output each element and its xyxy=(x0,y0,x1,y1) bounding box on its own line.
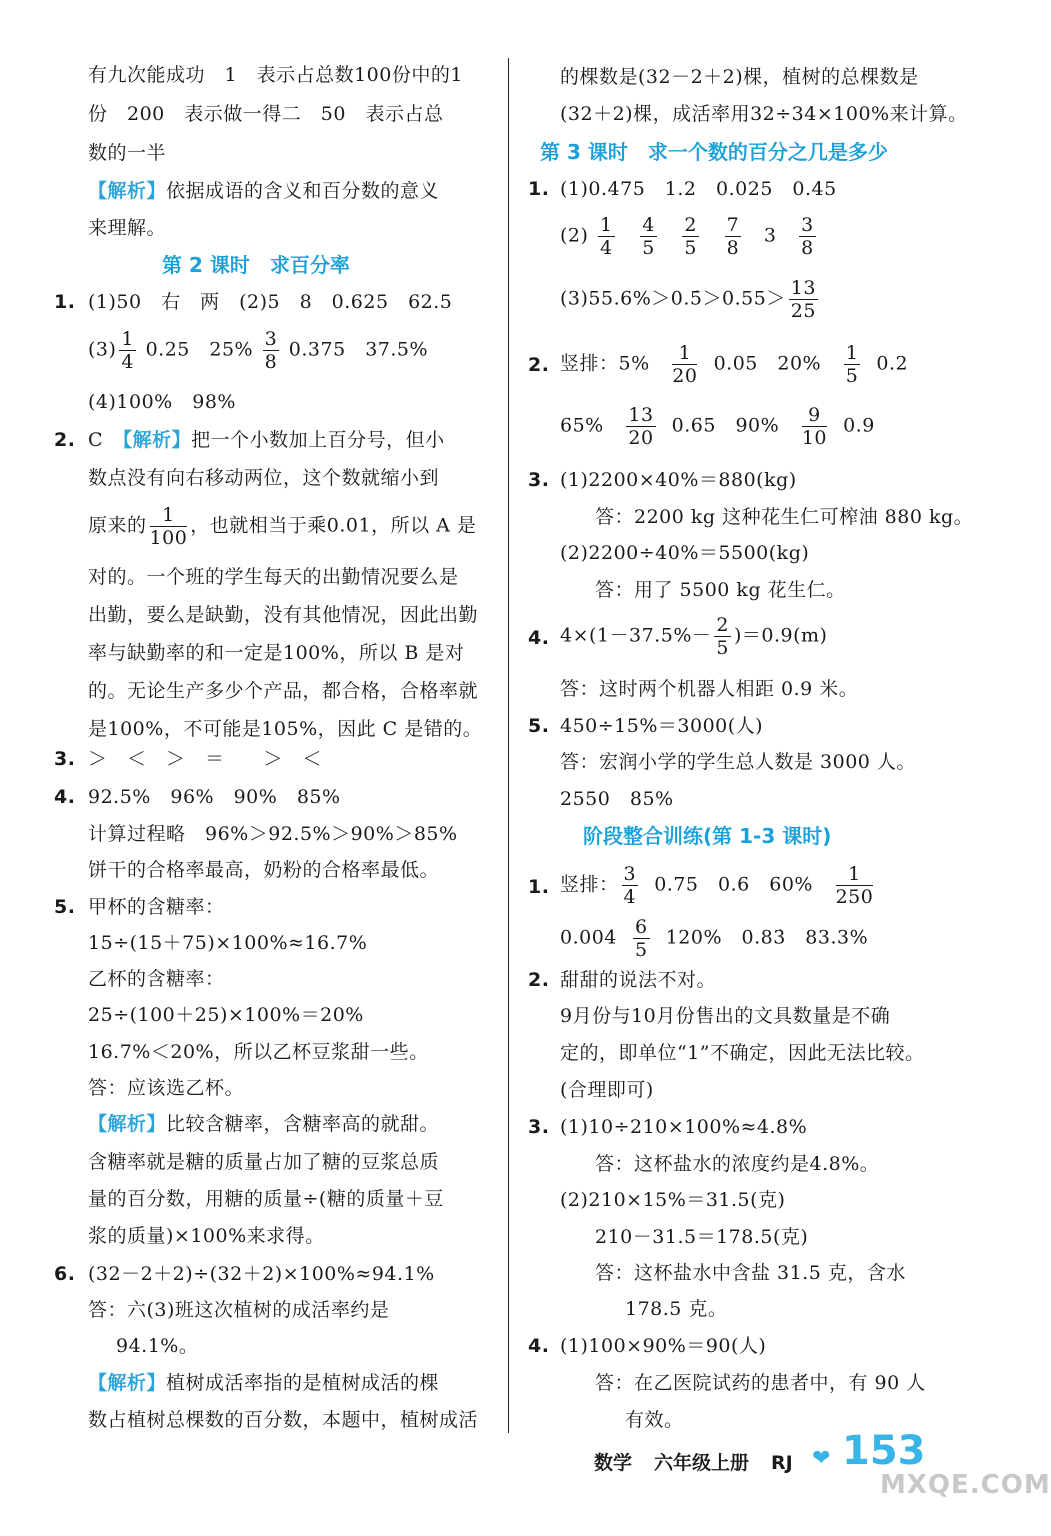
analysis-line: 【解析】比较含糖率，含糖率高的就甜。 xyxy=(88,1113,440,1135)
answer-line: (1)2200×40%＝880(kg) xyxy=(560,469,797,491)
answer-line: C 【解析】把一个小数加上百分号，但小 xyxy=(88,429,445,451)
answer-line: 0.004 $\frac{6}{5}$ 120% 0.83̇ 83.3% xyxy=(560,916,869,961)
text-line: 178.5 克。 xyxy=(625,1298,728,1320)
column-divider xyxy=(508,58,509,1433)
fraction: $\frac{3}{8}$ xyxy=(801,214,814,259)
question-number: 6. xyxy=(54,1263,76,1285)
page-footer xyxy=(594,1448,815,1475)
analysis-tag: 【解析】 xyxy=(122,429,192,451)
section-title: 阶段整合训练(第 1-3 课时) xyxy=(583,824,832,848)
answer-line: 92.5% 96% 90% 85% xyxy=(88,786,341,808)
fraction: $\frac{3}{4}$ xyxy=(623,863,637,908)
text-line: 量的百分数，用糖的质量÷(糖的质量＋豆 xyxy=(88,1188,444,1210)
text-line: 甜甜的说法不对。 xyxy=(560,969,717,991)
question-number: 2. xyxy=(54,429,76,451)
question-number: 4. xyxy=(54,786,76,808)
text-line: 浆的质量)×100%来求得。 xyxy=(88,1225,325,1247)
answer-line: (2)210×15%＝31.5(克) xyxy=(560,1189,786,1211)
text-line: 答：应该选乙杯。 xyxy=(88,1077,245,1099)
text-line: 来理解。 xyxy=(88,217,167,239)
text-line: 答：在乙医院试药的患者中，有 90 人 xyxy=(595,1372,926,1394)
answer-line: (32－2＋2)÷(32＋2)×100%≈94.1% xyxy=(88,1263,435,1285)
answer-line: (3)55.6%＞0.5̇＞0.55＞ $\frac{13}{25}$ xyxy=(560,277,816,322)
question-number: 1. xyxy=(54,291,76,313)
answer-line: (1)10÷210×100%≈4.8% xyxy=(560,1116,808,1138)
text-line: (32＋2)棵，成活率用32÷34×100%来计算。 xyxy=(560,103,968,125)
text-line: 有九次能成功 1 表示占总数100份中的1 xyxy=(88,64,463,86)
answer-line: (1)100×90%＝90(人) xyxy=(560,1335,767,1357)
answer-line: (4)100% 98% xyxy=(88,391,236,413)
fraction: $\frac{1}{4}$ xyxy=(599,214,613,259)
text-line: 出勤，要么是缺勤，没有其他情况，因此出勤 xyxy=(88,604,479,626)
answer-line: (2)2200÷40%＝5500(kg) xyxy=(560,542,810,564)
fraction: $\frac{9}{10}$ xyxy=(801,404,827,449)
answer-line: 竖排： $\frac{3}{4}$ 0.75 0.6 60% $\frac{1}{250}$ xyxy=(560,863,874,908)
text-line: 定的，即单位“1”不确定，因此无法比较。 xyxy=(560,1042,925,1064)
fraction: $\frac{13}{25}$ xyxy=(790,277,816,322)
text-line: 答：2200 kg 这种花生仁可榨油 880 kg。 xyxy=(595,506,974,528)
fraction: $\frac{1}{4}$ xyxy=(121,328,135,373)
text-line: 有效。 xyxy=(625,1409,684,1431)
text-line: 数点没有向右移动两位，这个数就缩小到 xyxy=(88,467,440,489)
answer-line: 4×(1－37.5%－ $\frac{2}{5}$ )＝0.9(m) xyxy=(560,614,828,659)
question-number: 2. xyxy=(528,354,550,376)
answer-line: (3) $\frac{1}{4}$ 0.25 25% $\frac{3}{8}$ 0.375 37.5% xyxy=(88,328,429,373)
section-title: 第 3 课时 求一个数的百分之几是多少 xyxy=(540,140,888,164)
fraction: $\frac{1}{5}$ xyxy=(845,342,859,387)
text-line: 乙杯的含糖率： xyxy=(88,968,225,990)
question-number: 3. xyxy=(54,748,76,770)
text-line: (合理即可) xyxy=(560,1079,654,1101)
text-line: 答：这时两个机器人相距 0.9 米。 xyxy=(560,678,859,700)
text-line: 饼干的合格率最高，奶粉的合格率最低。 xyxy=(88,859,440,881)
fraction: $\frac{13}{20}$ xyxy=(628,404,654,449)
fraction: $\frac{1}{250}$ xyxy=(835,863,874,908)
question-number: 5. xyxy=(528,715,550,737)
analysis-tag: 【解析】 xyxy=(88,180,167,202)
text-line: 是100%，不可能是105%，因此 C 是错的。 xyxy=(88,718,483,740)
fraction: $\frac{3}{8}$ xyxy=(264,328,278,373)
text-line: 答：六(3)班这次植树的成活率约是 xyxy=(88,1299,390,1321)
text-line: 9月份与10月份售出的文具数量是不确 xyxy=(560,1005,891,1027)
answer-line: (1)0.475 1.2 0.025 0.45 xyxy=(560,178,837,200)
text-line: 答：这杯盐水中含盐 31.5 克，含水 xyxy=(595,1262,906,1284)
analysis-tag: 【解析】 xyxy=(88,1113,167,1135)
answer-line: ＞ ＜ ＞ ＝ ＞ ＜ xyxy=(88,748,323,770)
footer-grade: 六年级上册 xyxy=(654,1452,750,1474)
question-number: 1. xyxy=(528,178,550,200)
fraction: $\frac{1}{100}$ xyxy=(149,504,188,549)
text-line: 210－31.5＝178.5(克) xyxy=(595,1226,809,1248)
text-line: 含糖率就是糖的质量占加了糖的豆浆总质 xyxy=(88,1151,440,1173)
question-number: 5. xyxy=(54,896,76,918)
fraction: $\frac{7}{8}$ xyxy=(726,214,740,259)
heart-icon: ❤ xyxy=(812,1446,831,1471)
question-number: 4. xyxy=(528,1335,550,1357)
question-number: 2. xyxy=(528,969,550,991)
text-line: 的。无论生产多少个产品，都合格，合格率就 xyxy=(88,680,479,702)
watermark: MXQE.COM xyxy=(880,1470,1051,1500)
analysis-line: 【解析】植树成活率指的是植树成活的棵 xyxy=(88,1372,440,1394)
answer-line: (1)50 右 两 (2)5 8 0.625 62.5 xyxy=(88,291,453,313)
text-line: 答：用了 5500 kg 花生仁。 xyxy=(595,579,846,601)
answer-line: 竖排：5% $\frac{1}{20}$ 0.05 20% $\frac{1}{5}$ 0.2 xyxy=(560,342,909,387)
fraction: $\frac{1}{20}$ xyxy=(672,342,698,387)
text-line: 数占植树总棵数的百分数，本题中，植树成活 xyxy=(88,1409,479,1431)
text-line: 甲杯的含糖率： xyxy=(88,896,225,918)
analysis-tag: 【解析】 xyxy=(88,1372,167,1394)
text-line: 94.1%。 xyxy=(116,1335,199,1357)
text-line: 数的一半 xyxy=(88,142,167,164)
text-line: 答：这杯盐水的浓度约是4.8%。 xyxy=(595,1153,880,1175)
fraction: $\frac{4}{5}$ xyxy=(642,214,655,259)
text-line: 计算过程略 96%＞92.5%＞90%＞85% xyxy=(88,823,458,845)
answer-line: 450÷15%＝3000(人) xyxy=(560,715,764,737)
fraction: $\frac{6}{5}$ xyxy=(635,916,648,961)
text-line: 2550 85% xyxy=(560,788,674,810)
footer-subject: 数学 xyxy=(594,1452,633,1474)
text-line: 15÷(15＋75)×100%≈16.7% xyxy=(88,932,368,954)
text-line: 的棵数是(32－2＋2)棵，植树的总棵数是 xyxy=(560,66,919,88)
question-number: 1. xyxy=(528,876,550,898)
section-title: 第 2 课时 求百分率 xyxy=(162,253,350,277)
text-line: 16.7%＜20%，所以乙杯豆浆甜一些。 xyxy=(88,1041,429,1063)
text-line: 答：宏润小学的学生总人数是 3000 人。 xyxy=(560,751,916,773)
text-line: 25÷(100＋25)×100%＝20% xyxy=(88,1004,364,1026)
question-number: 3. xyxy=(528,1116,550,1138)
analysis-line: 【解析】依据成语的含义和百分数的意义 xyxy=(88,180,440,202)
text-line: 率与缺勤率的和一定是100%，所以 B 是对 xyxy=(88,642,465,664)
answer-line: 65% $\frac{13}{20}$ 0.65 90% $\frac{9}{10}$ 0.9 xyxy=(560,404,875,449)
question-number: 3. xyxy=(528,469,550,491)
text-line: 对的。一个班的学生每天的出勤情况要么是 xyxy=(88,566,459,588)
fraction: $\frac{2}{5}$ xyxy=(716,614,729,659)
answer-line: (2) $\frac{1}{4}$ $\frac{4}{5}$ $\frac{2}{5}$ $\frac{7}{8}$ 3 $\frac{3}{8}$ xyxy=(560,214,814,259)
text-line: 份 200 表示做一得二 50 表示占总 xyxy=(88,103,444,125)
page-number: 153 xyxy=(842,1428,926,1474)
fraction: $\frac{2}{5}$ xyxy=(684,214,697,259)
footer-edition: RJ xyxy=(771,1452,793,1474)
question-number: 4. xyxy=(528,627,550,649)
text-line: 原来的 $\frac{1}{100}$ ，也就相当于乘0.01，所以 A 是 xyxy=(88,504,477,549)
